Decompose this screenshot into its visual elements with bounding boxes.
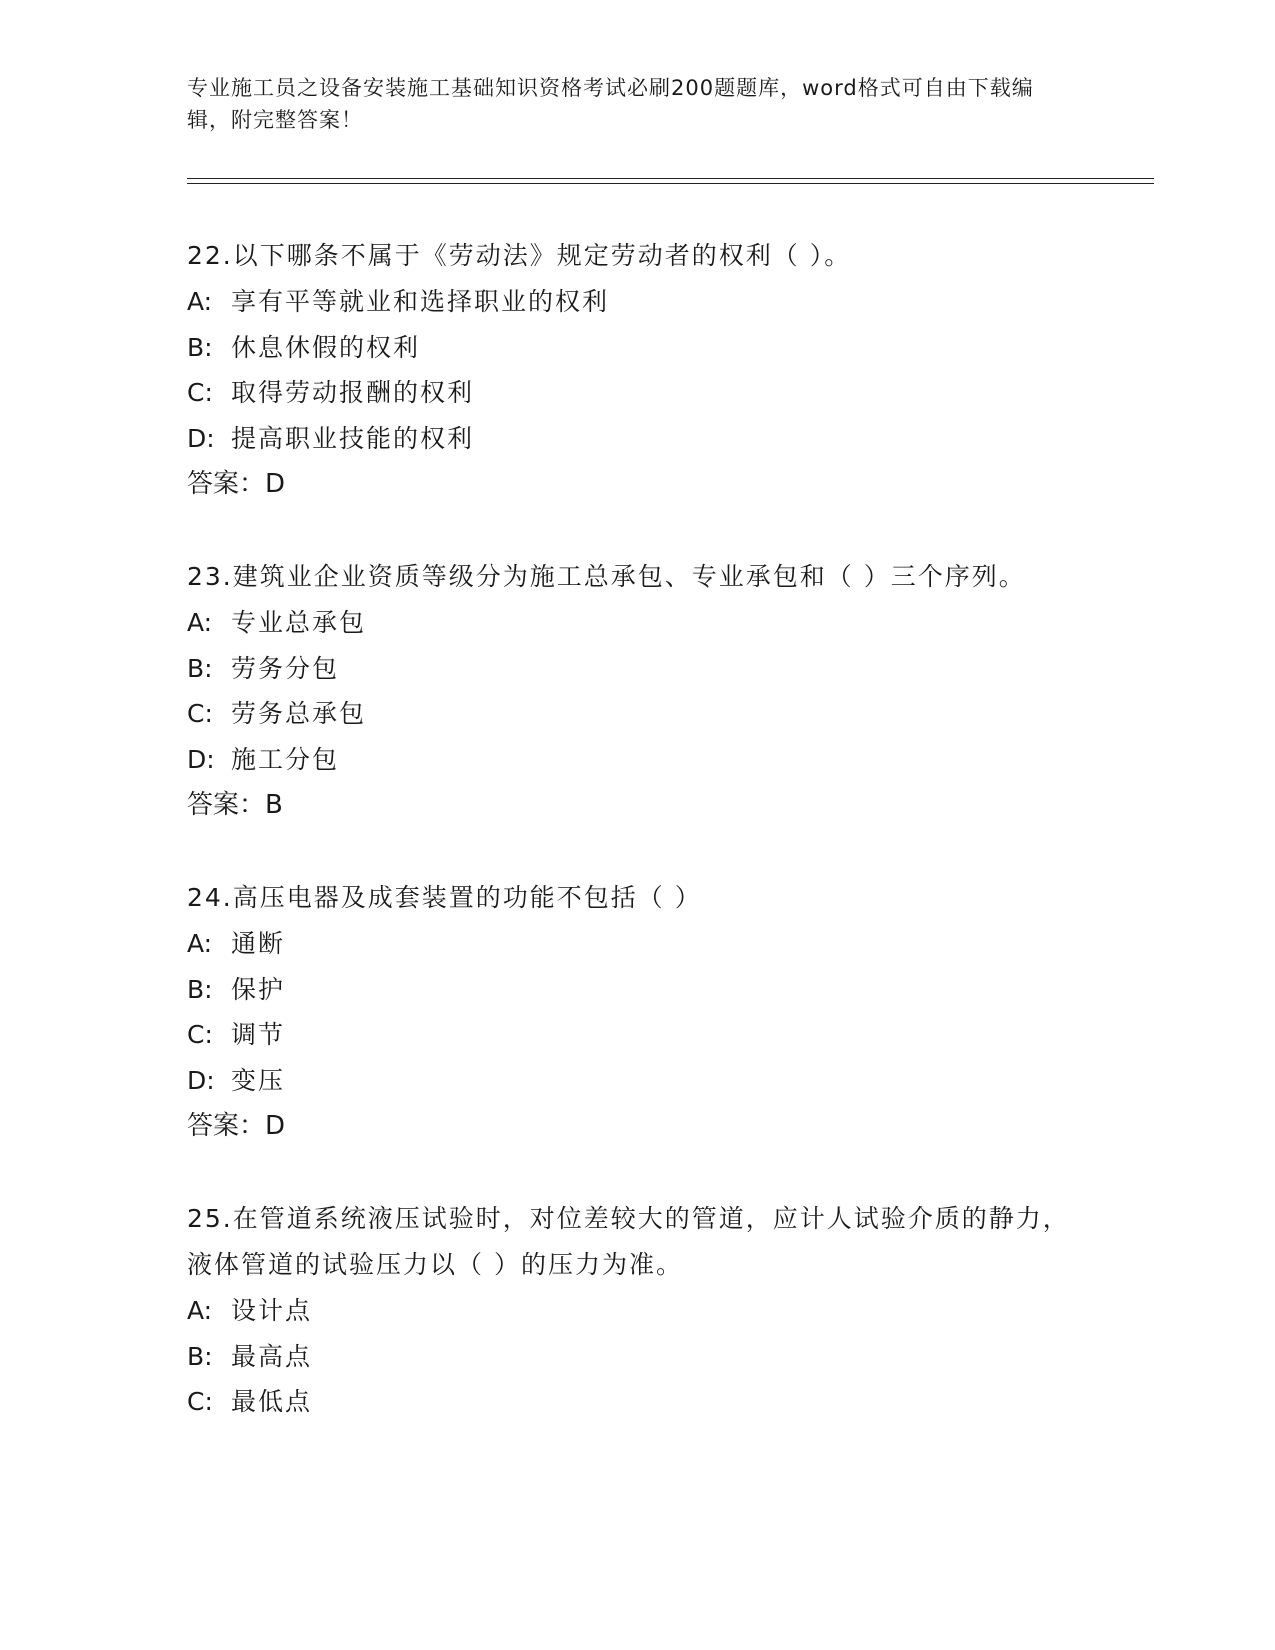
option-b [187, 325, 1087, 371]
option-text: 保护 [231, 974, 286, 1004]
question-list [187, 233, 1087, 1472]
option-text: 最低点 [231, 1387, 313, 1416]
option-letter: B: [187, 1341, 213, 1371]
option-c [187, 1379, 1087, 1425]
option-text: 劳务分包 [231, 653, 340, 683]
option-text: 享有平等就业和选择职业的权利 [231, 287, 610, 316]
option-letter: B: [187, 653, 213, 683]
question-23 [187, 554, 1087, 828]
answer: 答案：D [187, 1111, 286, 1141]
option-text: 提高职业技能的权利 [231, 423, 475, 453]
question-25 [187, 1196, 1087, 1425]
option-letter: A: [187, 608, 213, 637]
option-b [187, 967, 1087, 1013]
option-a [187, 1288, 1087, 1334]
answer: 答案：B [187, 790, 283, 820]
question-stem: 22.以下哪条不属于《劳动法》规定劳动者的权利（ ）。 [187, 241, 852, 270]
option-text: 变压 [231, 1065, 286, 1095]
answer: 答案：D [187, 469, 286, 499]
option-text: 施工分包 [231, 744, 340, 774]
option-text: 专业总承包 [231, 608, 367, 637]
option-d [187, 737, 1087, 783]
option-text: 设计点 [231, 1296, 313, 1325]
option-letter: D: [187, 744, 215, 774]
option-a [187, 921, 1087, 967]
option-letter: A: [187, 929, 213, 958]
option-c [187, 691, 1087, 737]
option-letter: C: [187, 699, 213, 728]
option-letter: A: [187, 287, 213, 316]
option-letter: B: [187, 974, 213, 1004]
option-d [187, 416, 1087, 462]
option-c [187, 1012, 1087, 1058]
question-stem: 24.高压电器及成套装置的功能不包括（ ） [187, 883, 702, 912]
option-a [187, 279, 1087, 325]
option-text: 最高点 [231, 1341, 313, 1371]
header-divider-bottom [187, 183, 1154, 184]
option-letter: B: [187, 332, 213, 362]
option-letter: C: [187, 378, 213, 407]
question-22 [187, 233, 1087, 507]
option-letter: C: [187, 1020, 213, 1049]
option-text: 通断 [231, 929, 286, 958]
option-letter: C: [187, 1387, 213, 1416]
option-letter: A: [187, 1296, 213, 1325]
option-text: 劳务总承包 [231, 699, 367, 728]
question-24 [187, 875, 1087, 1149]
option-c [187, 370, 1087, 416]
option-letter: D: [187, 423, 215, 453]
header-divider-top [187, 178, 1154, 179]
option-d [187, 1058, 1087, 1104]
option-text: 取得劳动报酬的权利 [231, 378, 475, 407]
option-text: 调节 [231, 1020, 286, 1049]
question-stem: 25.在管道系统液压试验时，对位差较大的管道，应计人试验介质的静力，液体管道的试验压力以（ ）的压力为准。 [187, 1204, 1070, 1279]
document-header: 专业施工员之设备安装施工基础知识资格考试必刷200题题库，word格式可自由下载编辑，附完整答案！ [187, 76, 1034, 132]
option-text: 休息休假的权利 [231, 332, 421, 362]
option-a [187, 600, 1087, 646]
option-letter: D: [187, 1065, 215, 1095]
option-b [187, 1334, 1087, 1380]
option-b [187, 646, 1087, 692]
question-stem: 23.建筑业企业资质等级分为施工总承包、专业承包和（ ）三个序列。 [187, 562, 1026, 591]
